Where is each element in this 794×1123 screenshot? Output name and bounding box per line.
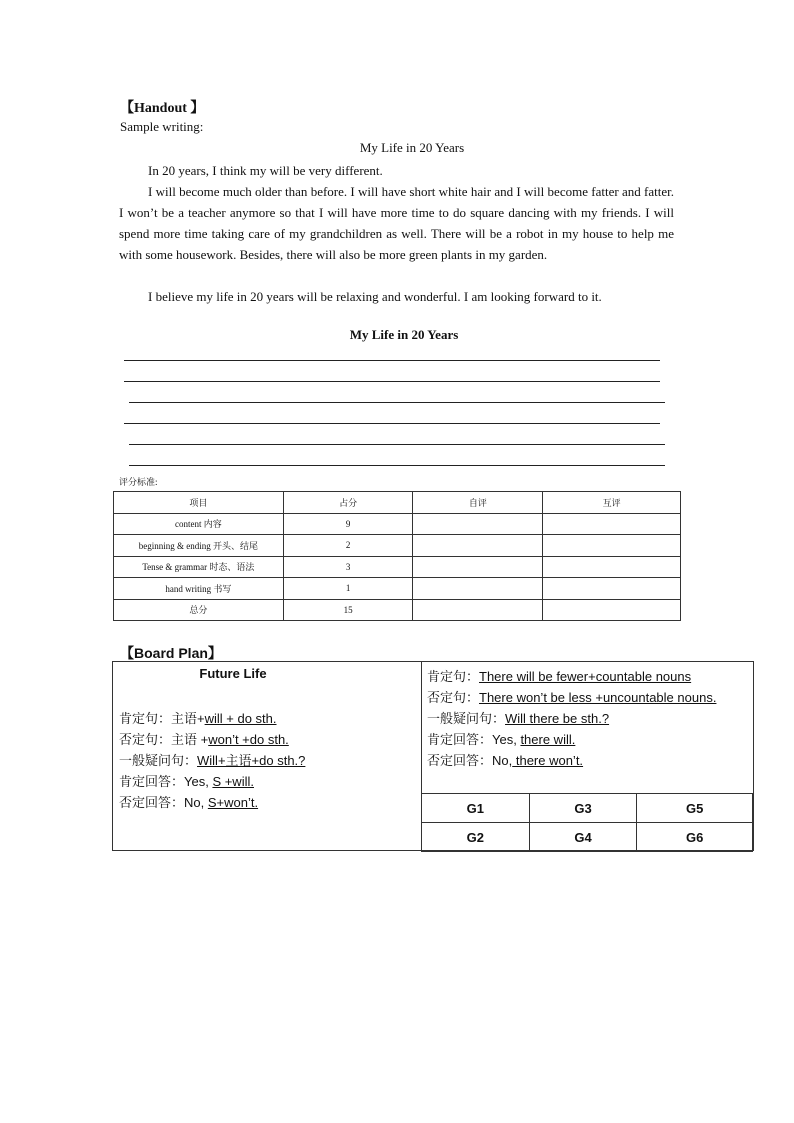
line-label: 否定句：	[427, 690, 480, 705]
peer-eval-cell[interactable]	[543, 599, 681, 621]
group-cell: G2	[422, 823, 530, 852]
board-line	[427, 666, 691, 685]
self-eval-cell[interactable]	[413, 599, 543, 621]
board-line	[427, 750, 583, 769]
criterion: hand writing 书写	[114, 578, 284, 600]
peer-eval-cell[interactable]	[543, 578, 681, 600]
board-line	[119, 771, 254, 790]
table-row	[422, 794, 753, 823]
line-label: 一般疑问句：	[427, 711, 506, 726]
board-line	[119, 792, 258, 811]
header-peer-eval: 互评	[543, 492, 681, 514]
line-value: there will.	[520, 732, 576, 747]
self-eval-cell[interactable]	[413, 556, 543, 578]
writing-line[interactable]	[124, 360, 660, 361]
group-cell: G3	[529, 794, 637, 823]
board-line	[427, 708, 609, 727]
handout-heading: 【Handout 】	[120, 101, 205, 116]
line-label: 肯定回答：Yes,	[427, 732, 521, 747]
writing-task-title: My Life in 20 Years	[349, 327, 459, 342]
board-line	[427, 729, 575, 748]
sample-writing-label: Sample writing:	[120, 119, 204, 134]
table-row	[114, 599, 681, 621]
line-value: S+won’t.	[207, 795, 259, 810]
board-plan-heading: 【Board Plan】	[120, 645, 222, 661]
paragraph: In 20 years, I think my will be very different.	[148, 163, 383, 178]
line-label: 肯定回答：Yes,	[119, 774, 213, 789]
paragraph: I believe my life in 20 years will be relaxing and wonderful. I am looking forward to it.	[148, 289, 602, 304]
line-value: There won’t be less +uncountable nouns.	[479, 690, 717, 705]
writing-line[interactable]	[129, 444, 665, 445]
criterion: beginning & ending 开头、结尾	[114, 535, 284, 557]
table-row	[114, 513, 681, 535]
criterion: content 内容	[114, 513, 284, 535]
header-score: 占分	[283, 492, 413, 514]
self-eval-cell[interactable]	[413, 513, 543, 535]
line-value: Will+主语+do sth.?	[197, 753, 306, 768]
group-cell: G1	[422, 794, 530, 823]
group-cell: G4	[529, 823, 637, 852]
line-label: 肯定句：主语+	[119, 711, 205, 726]
board-plan	[112, 661, 754, 851]
self-eval-cell[interactable]	[413, 535, 543, 557]
rubric-header-row	[114, 492, 681, 514]
criterion: Tense & grammar 时态、语法	[114, 556, 284, 578]
table-row	[114, 578, 681, 600]
line-value: S +will.	[212, 774, 254, 789]
score: 2	[283, 535, 413, 557]
line-label: 一般疑问句：	[119, 753, 198, 768]
header-self-eval: 自评	[413, 492, 543, 514]
writing-line[interactable]	[124, 423, 660, 424]
score: 9	[283, 513, 413, 535]
writing-line[interactable]	[124, 381, 660, 382]
board-right-panel	[421, 662, 753, 850]
criterion-total: 总分	[114, 599, 284, 621]
self-eval-cell[interactable]	[413, 578, 543, 600]
peer-eval-cell[interactable]	[543, 535, 681, 557]
score: 1	[283, 578, 413, 600]
sample-title: My Life in 20 Years	[359, 140, 465, 155]
table-row	[114, 535, 681, 557]
group-table	[421, 793, 753, 852]
peer-eval-cell[interactable]	[543, 513, 681, 535]
board-line	[119, 708, 277, 727]
rubric-label: 评分标准:	[119, 477, 158, 487]
score-total: 15	[283, 599, 413, 621]
table-row	[422, 823, 753, 852]
line-label: 肯定句：	[427, 669, 480, 684]
line-label: 否定回答：No,	[119, 795, 208, 810]
line-label: 否定回答：No,	[427, 753, 513, 768]
writing-line[interactable]	[129, 402, 665, 403]
group-cell: G5	[637, 794, 753, 823]
board-line	[119, 729, 289, 748]
future-life-title: Future Life	[199, 666, 267, 681]
writing-line[interactable]	[129, 465, 665, 466]
board-left-panel	[113, 662, 422, 850]
board-line	[119, 750, 305, 769]
line-value: there won’t.	[512, 753, 584, 768]
peer-eval-cell[interactable]	[543, 556, 681, 578]
board-line	[427, 687, 716, 706]
group-cell: G6	[637, 823, 753, 852]
header-item: 项目	[114, 492, 284, 514]
line-value: will + do sth.	[204, 711, 277, 726]
line-value: Will there be sth.?	[505, 711, 610, 726]
score: 3	[283, 556, 413, 578]
paragraph: I will become much older than before. I will have short white hair and I will become fatter and fatter. I won’t be a teacher anymore so that I will have more time to do square dancing with my friends. I will spend more time taking care of my grandchildren as well. There will be a robot in my house to help me with some housework. Besides, there will also be more green plants in my garden.	[119, 184, 674, 262]
line-value: There will be fewer+countable nouns	[479, 669, 692, 684]
rubric-table	[113, 491, 681, 621]
line-label: 否定句：主语 +	[119, 732, 209, 747]
line-value: won’t +do sth.	[208, 732, 289, 747]
table-row	[114, 556, 681, 578]
